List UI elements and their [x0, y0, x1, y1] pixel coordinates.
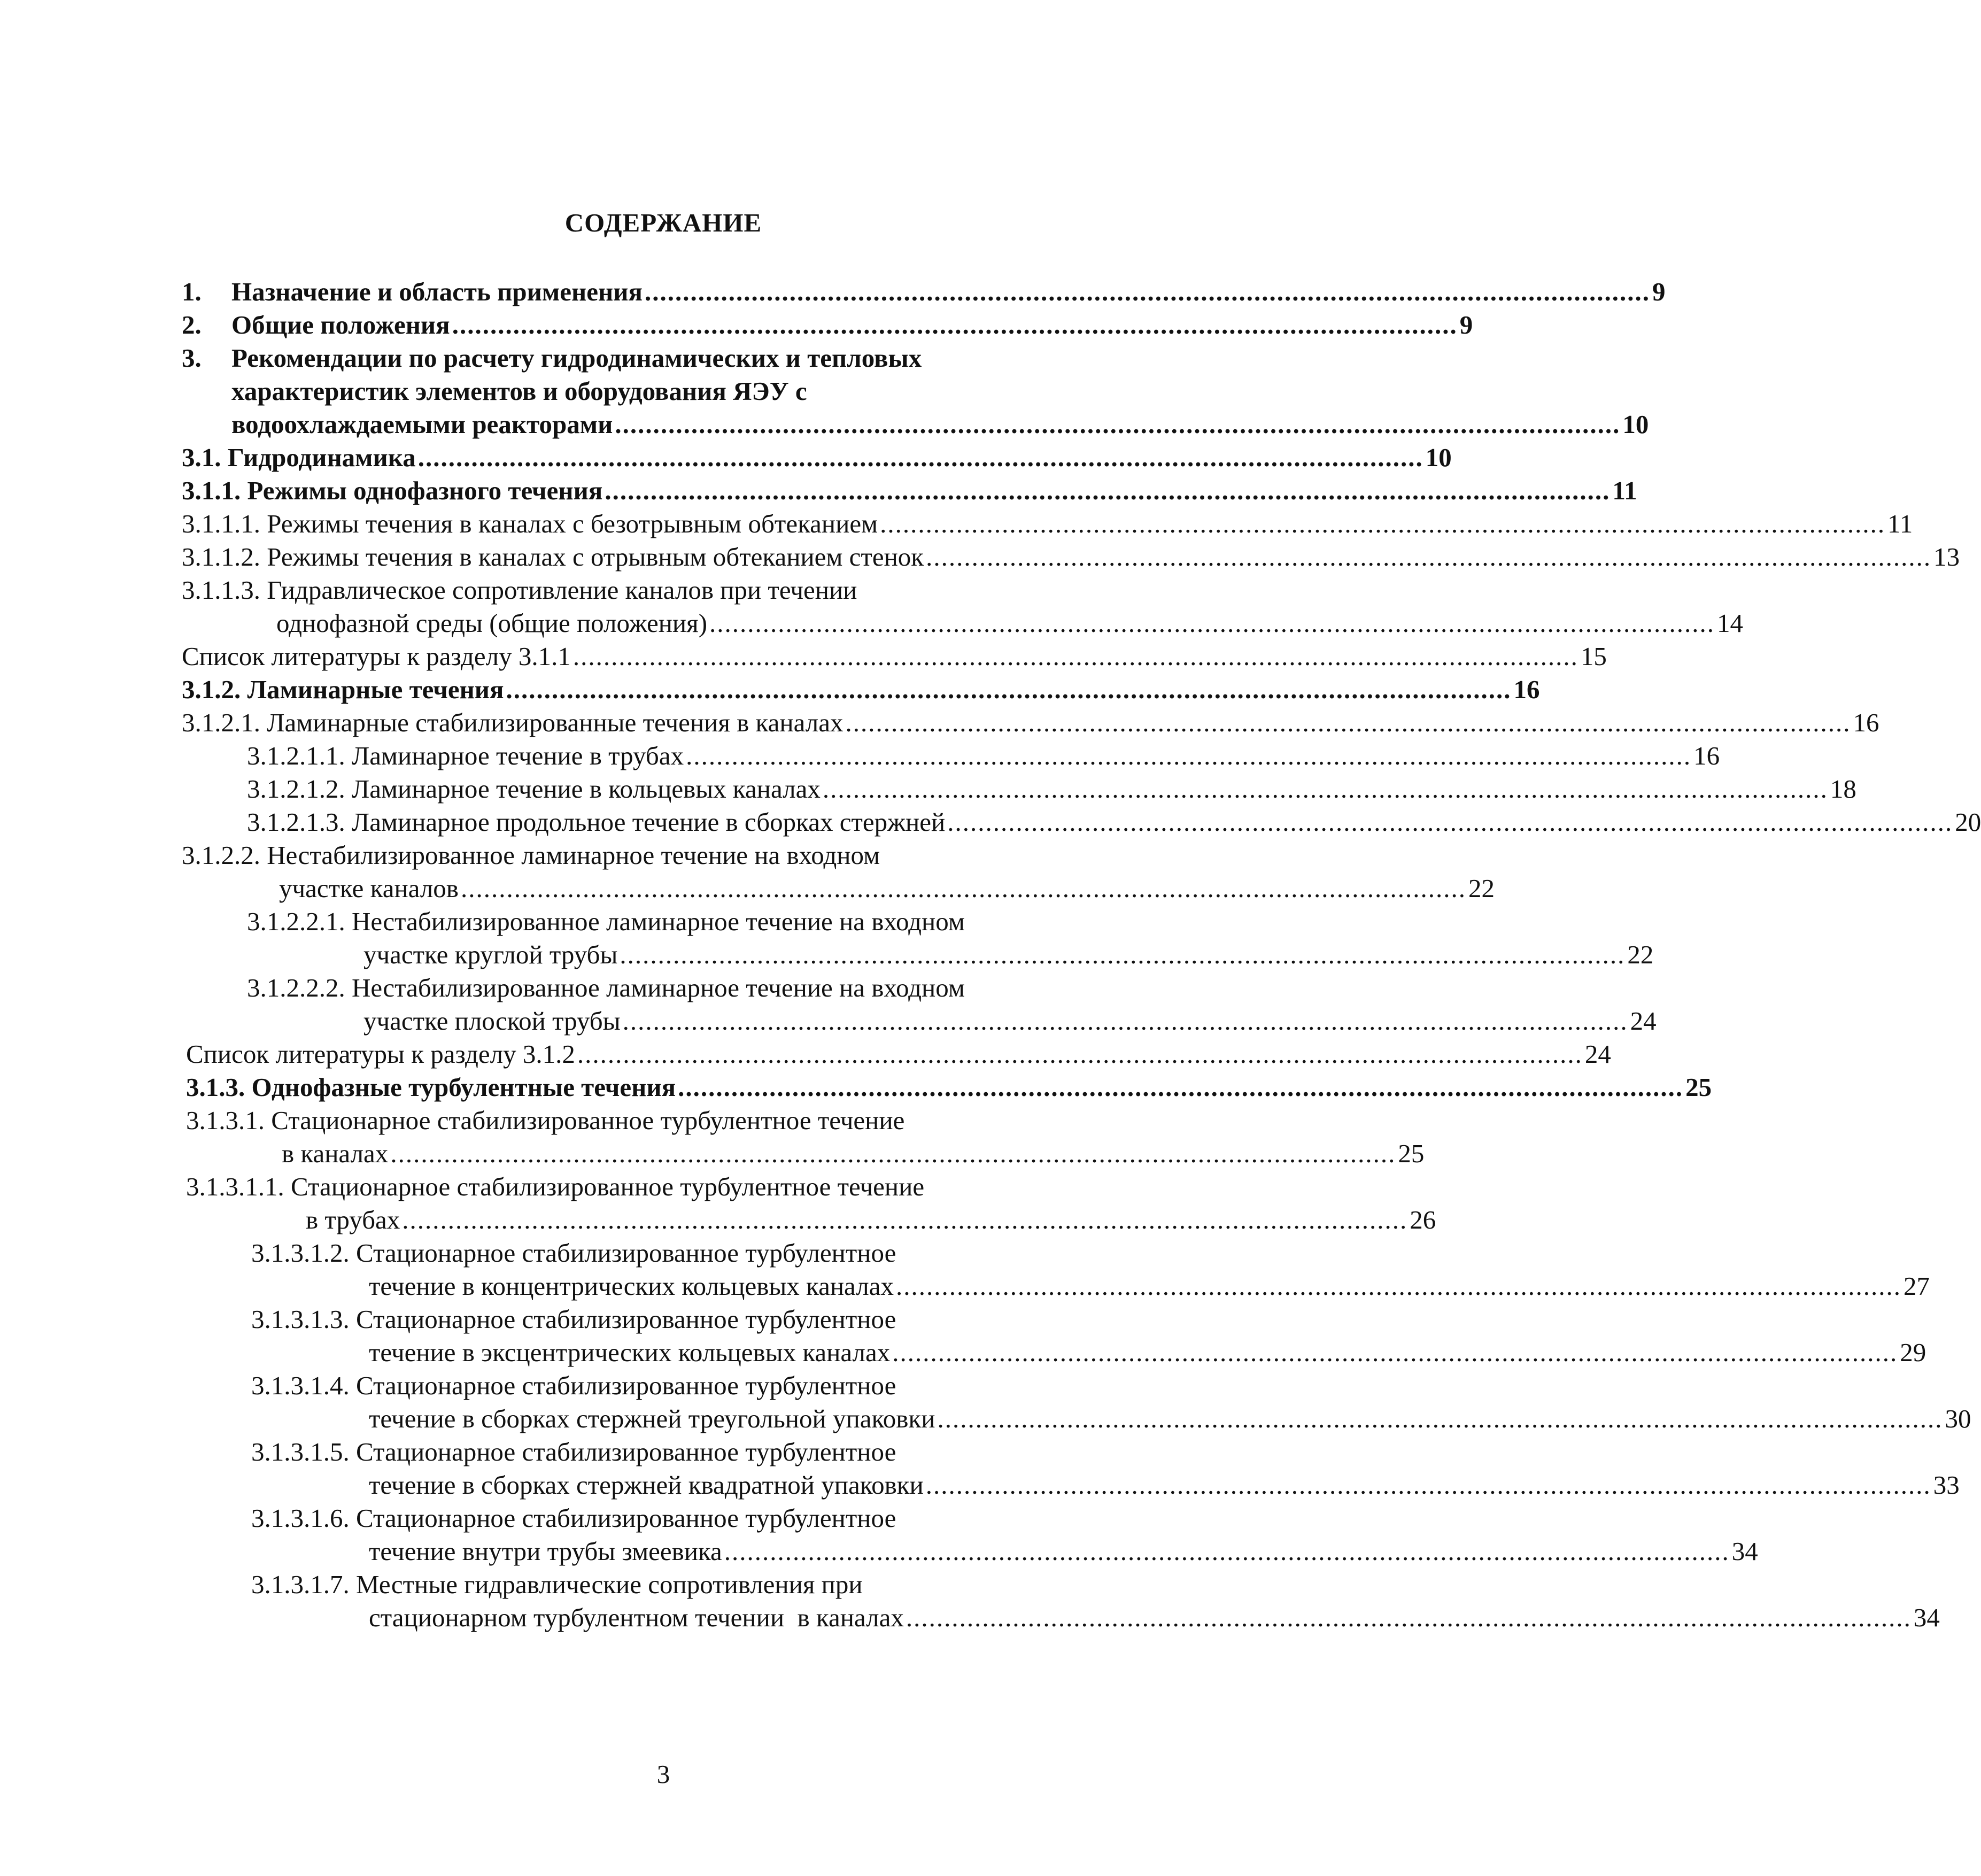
toc-entry-page: 25 [1398, 1139, 1425, 1168]
toc-entry-page: 10 [1425, 443, 1452, 472]
toc-entry-page: 11 [1612, 476, 1637, 505]
toc-entry-title: 3.1.3.1.6. Стационарное стабилизированное турбулентное [251, 1503, 896, 1533]
toc-entry-title: в каналах [282, 1139, 389, 1168]
toc-entry-continuation: в трубах .................................................................................................................................... 26 [0, 1203, 1327, 1237]
toc-entry [0, 905, 1327, 938]
toc-entry-title: 3.1.2.1.2. Ламинарное течение в кольцевых каналах [247, 774, 821, 804]
toc-entry [0, 1303, 1327, 1336]
toc-entry-page: 34 [1731, 1537, 1758, 1566]
toc-entry-page: 18 [1830, 774, 1856, 804]
toc-entry-page: 22 [1627, 940, 1654, 969]
toc-entry: 1. Назначение и область применения .................................................................................................................................... 9 [0, 275, 1327, 308]
toc-entry-continuation: участке плоской трубы .................................................................................................................................... 24 [0, 1005, 1327, 1038]
toc-entry-number: 2. [182, 310, 202, 339]
toc-entry-continuation: в каналах .................................................................................................................................... 25 [0, 1137, 1327, 1170]
toc-entry-page: 16 [1853, 708, 1879, 737]
toc-entry-title: Рекомендации по расчету гидродинамических и тепловых [231, 343, 922, 373]
toc-entry-page: 14 [1717, 608, 1744, 638]
toc-entry: 3.1. Гидродинамика .................................................................................................................................... 10 [0, 441, 1327, 474]
toc-entry [0, 1502, 1327, 1535]
toc-entry-title: 3.1.3.1.4. Стационарное стабилизированное турбулентное [251, 1371, 896, 1400]
toc-entry-title: 3.1.3. Однофазные турбулентные течения [186, 1072, 676, 1102]
toc-entry-page: 24 [1630, 1006, 1657, 1036]
toc-entry-number: 1. [182, 277, 202, 306]
toc-entry-page: 30 [1945, 1404, 1971, 1433]
toc-entry-continuation: однофазной среды (общие положения) .................................................................................................................................... 14 [0, 607, 1327, 640]
toc-entry-page: 29 [1900, 1338, 1926, 1367]
toc-entry-title: Список литературы к разделу 3.1.1 [182, 642, 571, 671]
toc-entry: 3.1.2.1.2. Ламинарное течение в кольцевых каналах .................................................................................................................................... 18 [0, 773, 1327, 806]
toc-entry-title: участке круглой трубы [363, 940, 618, 969]
toc-entry-title: 3.1.3.1. Стационарное стабилизированное турбулентное течение [186, 1106, 905, 1135]
toc-entry [0, 971, 1327, 1005]
toc-entry-page: 13 [1933, 542, 1960, 572]
toc-entry: Список литературы к разделу 3.1.1 .................................................................................................................................... 15 [0, 640, 1327, 673]
toc-entry-title: течение в эксцентрических кольцевых каналах [369, 1338, 891, 1367]
toc-entry: 3.1.2.1. Ламинарные стабилизированные течения в каналах .................................................................................................................................... 16 [0, 706, 1327, 739]
toc-entry-title: Назначение и область применения [231, 277, 643, 306]
toc-entry-page: 24 [1584, 1039, 1611, 1069]
toc-entry: 3.1.3. Однофазные турбулентные течения .................................................................................................................................... 25 [0, 1071, 1327, 1104]
toc-entry-page: 16 [1513, 675, 1540, 704]
toc-entry-title: течение в сборках стержней треугольной упаковки [369, 1404, 935, 1433]
page-number: 3 [656, 1759, 670, 1789]
toc-entry-title: Список литературы к разделу 3.1.2 [186, 1039, 575, 1069]
toc-entry [0, 1104, 1327, 1137]
toc-entry: 3.1.2.1.3. Ламинарное продольное течение в сборках стержней .................................................................................................................................... 20 [0, 806, 1327, 839]
toc-entry [0, 1237, 1327, 1270]
toc-entry-continuation: водоохлаждаемыми реакторами .................................................................................................................................... 10 [0, 408, 1327, 441]
toc-entry: 3.1.1.1. Режимы течения в каналах с безотрывным обтеканием .................................................................................................................................... 11 [0, 507, 1327, 541]
toc-entry-title: 3.1.2.2.2. Нестабилизированное ламинарное течение на входном [247, 973, 965, 1002]
toc-entry-continuation: участке круглой трубы .................................................................................................................................... 22 [0, 938, 1327, 971]
toc-entry-page: 20 [1955, 807, 1981, 837]
toc-entry-continuation [0, 375, 1327, 408]
toc-entry-page: 27 [1903, 1271, 1930, 1301]
toc-entry-page: 26 [1410, 1205, 1436, 1234]
toc-entry [0, 342, 1327, 375]
toc-entry-title: 3.1.1.2. Режимы течения в каналах с отрывным обтеканием стенок [182, 542, 924, 572]
toc-entry: 3.1.1.2. Режимы течения в каналах с отрывным обтеканием стенок .................................................................................................................................... 13 [0, 541, 1327, 574]
toc-entry-title: Общие положения [231, 310, 450, 339]
toc-entry-continuation: течение в концентрических кольцевых каналах .................................................................................................................................... 27 [0, 1270, 1327, 1303]
toc-entry-title: 3.1.3.1.7. Местные гидравлические сопротивления при [251, 1570, 863, 1599]
toc-entry-title: 3.1.3.1.5. Стационарное стабилизированное турбулентное [251, 1437, 896, 1466]
toc-entry-title: характеристик элементов и оборудования ЯЭУ с [231, 376, 807, 406]
toc-entry-page: 16 [1693, 741, 1720, 770]
toc-entry [0, 574, 1327, 607]
toc-entry: 3.1.2.1.1. Ламинарное течение в трубах .................................................................................................................................... 16 [0, 739, 1327, 773]
toc-entry-title: течение внутри трубы змеевика [369, 1537, 722, 1566]
toc-entry-title: 3.1.1. Режимы однофазного течения [182, 476, 603, 505]
toc-entry-continuation: течение в сборках стержней квадратной упаковки .................................................................................................................................... 33 [0, 1469, 1327, 1502]
toc-entry-title: 3.1.2.2.1. Нестабилизированное ламинарное течение на входном [247, 907, 965, 936]
toc-entry [0, 839, 1327, 872]
toc-entry-title: течение в сборках стержней квадратной упаковки [369, 1470, 924, 1500]
toc-entry-continuation: участке каналов .................................................................................................................................... 22 [0, 872, 1327, 905]
toc-entry-title: 3.1.2.1.1. Ламинарное течение в трубах [247, 741, 684, 770]
toc-entry-page: 9 [1652, 277, 1666, 306]
toc-entry-page: 11 [1887, 509, 1913, 538]
toc-entry [0, 1435, 1327, 1469]
toc-entry [0, 1369, 1327, 1402]
toc-entry: 3.1.1. Режимы однофазного течения .................................................................................................................................... 11 [0, 474, 1327, 507]
toc-entry: Список литературы к разделу 3.1.2 .................................................................................................................................... 24 [0, 1038, 1327, 1071]
toc-entry-title: однофазной среды (общие положения) [276, 608, 708, 638]
toc-entry-continuation: течение внутри трубы змеевика .................................................................................................................................... 34 [0, 1535, 1327, 1568]
toc-entry-page: 15 [1580, 642, 1607, 671]
toc-entry-number: 3. [182, 343, 202, 373]
toc-entry-continuation: течение в сборках стержней треугольной упаковки .................................................................................................................................... 30 [0, 1402, 1327, 1435]
toc-entry-continuation: течение в эксцентрических кольцевых каналах .................................................................................................................................... 29 [0, 1336, 1327, 1369]
toc-entry-title: 3.1.2.1.3. Ламинарное продольное течение в сборках стержней [247, 807, 946, 837]
toc-entry-continuation: стационарном турбулентном течении в каналах .................................................................................................................................... 34 [0, 1601, 1327, 1634]
toc-entry-title: течение в концентрических кольцевых каналах [369, 1271, 894, 1301]
toc-entry-title: 3.1.2. Ламинарные течения [182, 675, 504, 704]
toc-entry-title: 3.1.1.3. Гидравлическое сопротивление каналов при течении [182, 575, 857, 605]
toc-entry-page: 10 [1622, 410, 1649, 439]
toc-entry-title: участке плоской трубы [363, 1006, 621, 1036]
toc-entry-title: 3.1.2.1. Ламинарные стабилизированные течения в каналах [182, 708, 844, 737]
toc-entry-title: 3.1.3.1.1. Стационарное стабилизированное турбулентное течение [186, 1172, 925, 1201]
toc-entry-page: 22 [1468, 874, 1495, 903]
toc-entry-title: 3.1.3.1.3. Стационарное стабилизированное турбулентное [251, 1304, 896, 1334]
toc-entry-page: 34 [1913, 1603, 1940, 1632]
toc-entry-title: 3.1.1.1. Режимы течения в каналах с безотрывным обтеканием [182, 509, 878, 538]
toc-entry: 2. Общие положения .................................................................................................................................... 9 [0, 308, 1327, 342]
toc-entry-title: водоохлаждаемыми реакторами [231, 410, 613, 439]
toc-entry-title: стационарном турбулентном течении в каналах [369, 1603, 904, 1632]
toc-entry [0, 1170, 1327, 1203]
toc-entry: 3.1.2. Ламинарные течения .................................................................................................................................... 16 [0, 673, 1327, 706]
toc-entry-page: 33 [1933, 1470, 1960, 1500]
toc-entry-page: 9 [1459, 310, 1473, 339]
toc-entry-title: 3.1.3.1.2. Стационарное стабилизированное турбулентное [251, 1238, 896, 1268]
toc-entry-title: участке каналов [279, 874, 459, 903]
toc-entry-page: 25 [1685, 1072, 1712, 1102]
toc-entry-title: 3.1. Гидродинамика [182, 443, 416, 472]
page-title: СОДЕРЖАНИЕ [564, 208, 762, 237]
toc-entry [0, 1568, 1327, 1601]
toc-entry-title: 3.1.2.2. Нестабилизированное ламинарное течение на входном [182, 840, 880, 870]
toc-entry-title: в трубах [306, 1205, 400, 1234]
